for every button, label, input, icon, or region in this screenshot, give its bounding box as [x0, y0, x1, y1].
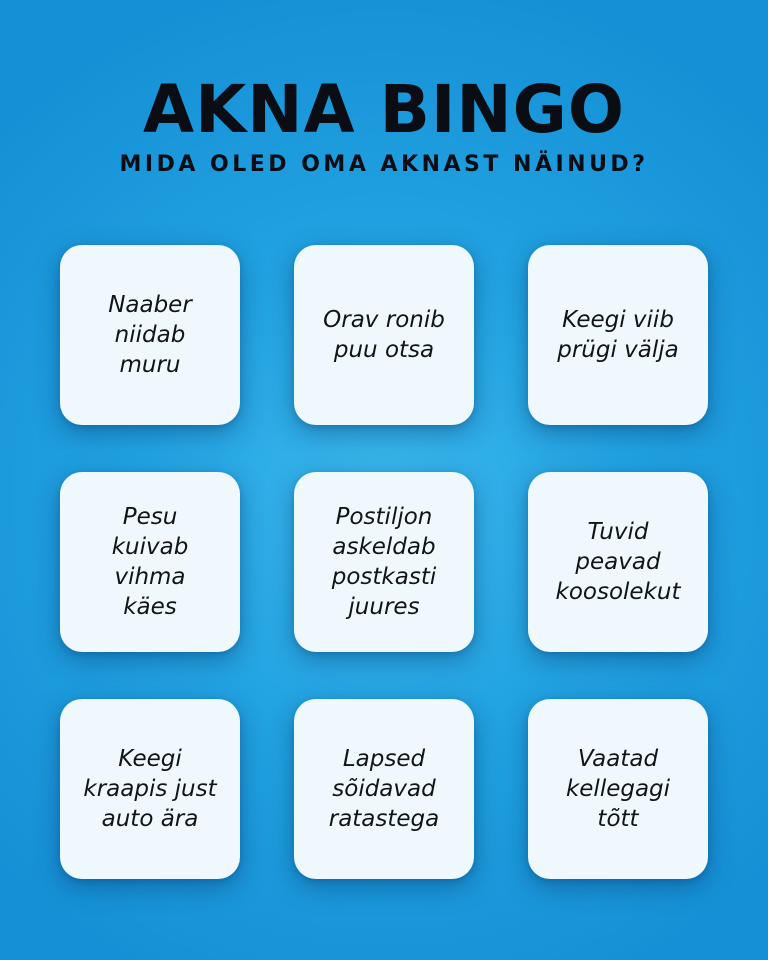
bingo-grid	[60, 245, 709, 879]
bingo-card-3	[528, 245, 708, 425]
bingo-card-text: Keegi kraapis just auto ära	[83, 746, 217, 832]
bingo-card-9	[528, 699, 708, 879]
bingo-card-text: Pesu kuivab vihma käes	[111, 504, 189, 620]
bingo-card-text: Naaber niidab muru	[108, 292, 192, 378]
bingo-card-text: Orav ronib puu otsa	[323, 307, 445, 363]
page-title: AKNA BINGO	[143, 71, 625, 148]
bingo-card-text: Tuvid peavad koosolekut	[555, 519, 681, 605]
bingo-card-8	[294, 699, 474, 879]
bingo-card-5	[294, 472, 474, 652]
bingo-card-1	[60, 245, 240, 425]
bingo-card-4	[60, 472, 240, 652]
bingo-card-6	[528, 472, 708, 652]
bingo-card-text: Vaatad kellegagi tõtt	[565, 746, 671, 832]
bingo-card-7	[60, 699, 240, 879]
bingo-card-text: Keegi viib prügi välja	[557, 307, 679, 363]
bingo-card-2	[294, 245, 474, 425]
page-subtitle: MIDA OLED OMA AKNAST NÄINUD?	[119, 152, 649, 177]
bingo-card-text: Postiljon askeldab postkasti juures	[331, 504, 437, 620]
bingo-card-text: Lapsed sõidavad ratastega	[328, 746, 440, 832]
